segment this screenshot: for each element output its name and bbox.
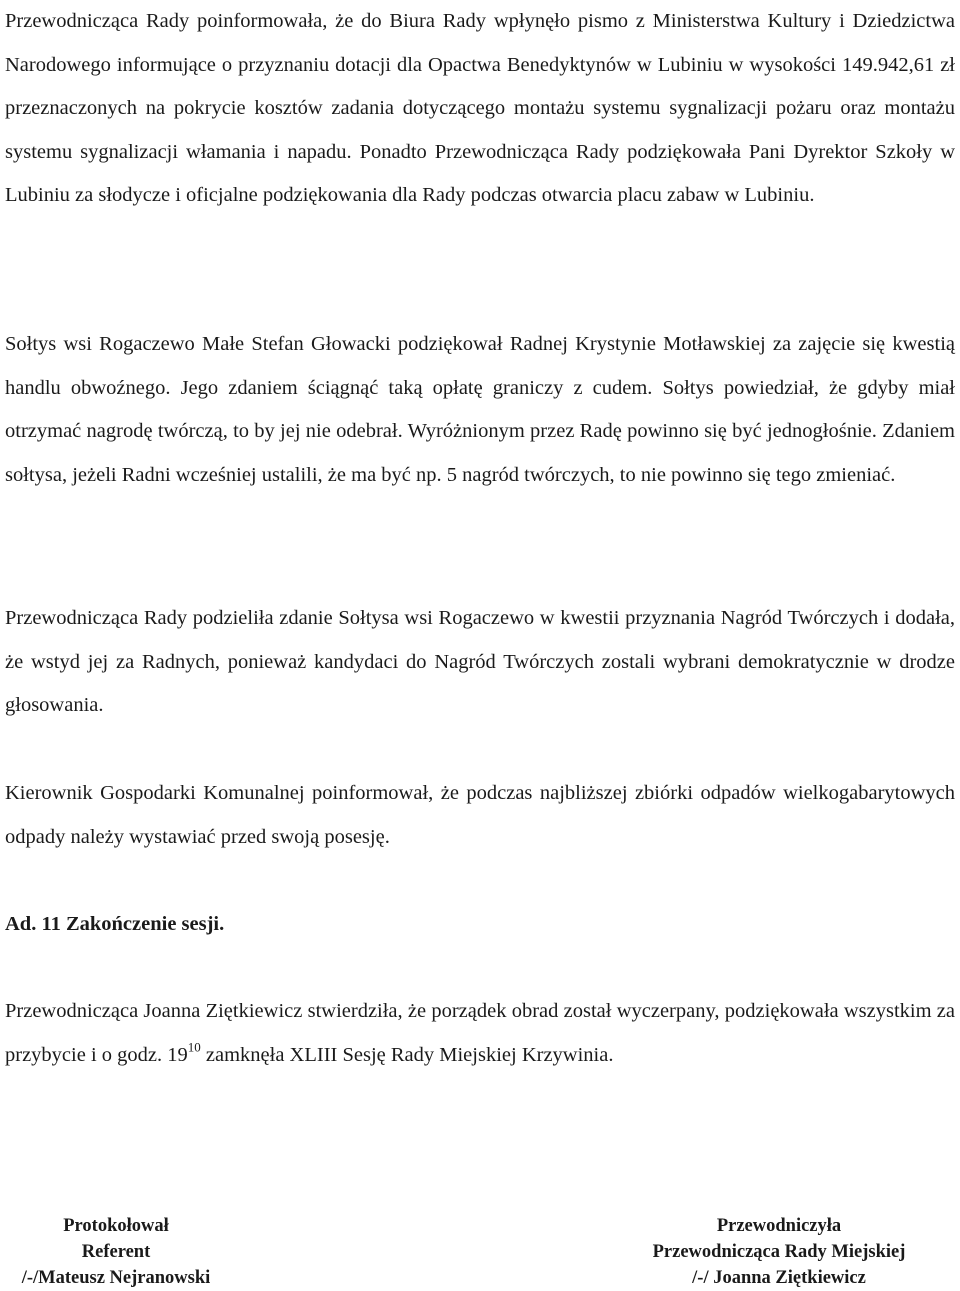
closing-text-after: zamknęła XLIII Sesję Rady Miejskiej Krzywinia.: [200, 1043, 614, 1066]
paragraph-dotacja-opactwo: Przewodnicząca Rady poinformowała, że do Biura Rady wpłynęło pismo z Ministerstwa Kultury i Dziedzictwa Narodowego informujące o przyznaniu dotacji dla Opactwa Benedyktynów w Lubiniu w wysokości 149.942,61 zł przeznaczonych na pokrycie kosztów zadania dotyczącego montażu systemu sygnalizacji pożaru oraz montażu systemu sygnalizacji włamania i napadu. Ponadto Przewodnicząca Rady podziękowała Pani Dyrektor Szkoły w Lubiniu za słodycze i oficjalne podziękowania dla Rady podczas otwarcia placu zabaw w Lubiniu.: [5, 10, 955, 207]
paragraph-soltys-rogaczewo: Sołtys wsi Rogaczewo Małe Stefan Głowacki podziękował Radnej Krystynie Motławskiej za zajęcie się kwestią handlu obwoźnego. Jego zdaniem ściągnąć taką opłatę graniczy z cudem. Sołtys powiedział, że gdyby miał otrzymać nagrodę twórczą, to by jej nie odebrał. Wyróżnionym przez Radę powinno się być jednogłośnie. Zdaniem sołtysa, jeżeli Radni wcześniej ustalili, że ma być np. 5 nagród twórczych, to nie powinno się tego zmieniać.: [5, 333, 955, 486]
signature-left-title: Referent: [81, 1242, 151, 1262]
paragraph-nagrody-tworcze: Przewodnicząca Rady podzieliła zdanie Sołtysa wsi Rogaczewo w kwestii przyznania Nagród Twórczych i dodała, że wstyd jej za Radnych, ponieważ kandydaci do Nagród Twórczych zostali wybrani demokratycznie w drodze głosowania.: [5, 607, 955, 717]
closing-text-before: Przewodnicząca Joanna Ziętkiewicz stwierdziła, że porządek obrad został wyczerpany, podziękowała wszystkim za przybycie i o godz. 19: [5, 1000, 955, 1066]
paragraph-odpady-wielkogabarytowe: Kierownik Gospodarki Komunalnej poinformował, że podczas najbliższej zbiórki odpadów wielkogabarytowych odpady należy wystawiać przed swoją posesję.: [5, 782, 955, 848]
signature-right-role: Przewodniczyła: [716, 1216, 842, 1236]
signature-block-left: [0, 1213, 232, 1291]
signature-block-right: [625, 1213, 933, 1291]
signature-left-role: Protokołował: [63, 1216, 169, 1236]
closing-time-superscript: 10: [187, 1038, 201, 1054]
signature-right-title: Przewodnicząca Rady Miejskiej: [652, 1242, 906, 1262]
paragraph-zakonczenie: [5, 990, 955, 1077]
section-heading: Ad. 11 Zakończenie sesji.: [5, 913, 225, 935]
signature-right-name: /-/ Joanna Ziętkiewicz: [692, 1268, 866, 1288]
signature-left-name: /-/Mateusz Nejranowski: [21, 1268, 211, 1288]
